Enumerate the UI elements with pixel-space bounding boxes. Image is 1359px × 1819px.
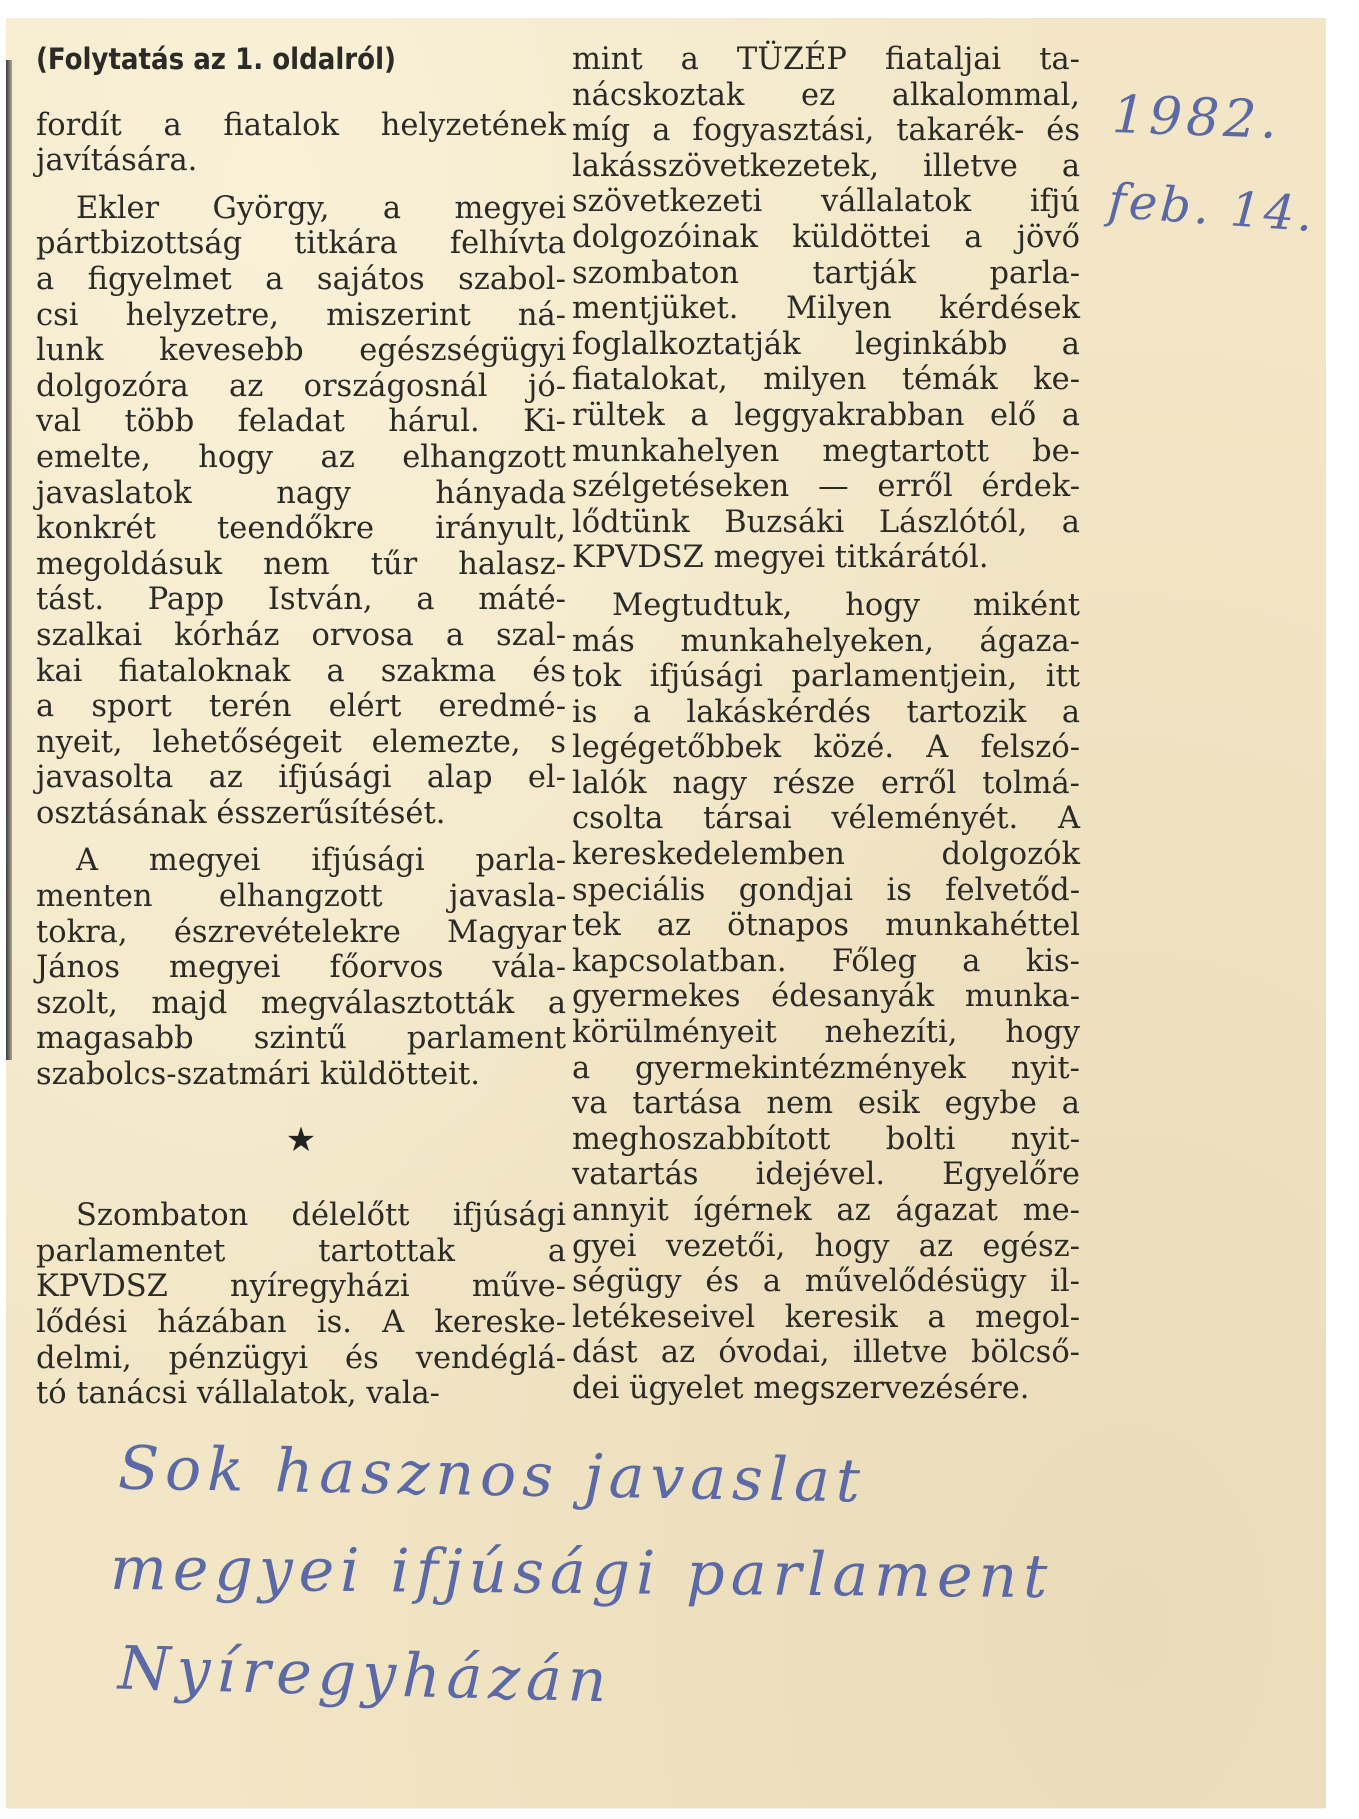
text-line: rültek a leggyakrabban elő a	[572, 397, 1080, 433]
left-paragraphs	[36, 108, 566, 1093]
text-line: mint a TÜZÉP fiataljai ta-	[572, 42, 1080, 77]
text-line: meghoszabbított bolti nyit-	[572, 1121, 1080, 1157]
text-line: kereskedelemben dolgozók	[572, 837, 1080, 873]
text-line: tek az ötnapos munkahéttel	[572, 908, 1080, 944]
column-rule	[6, 60, 12, 1060]
text-line: körülményeit nehezíti, hogy	[572, 1015, 1080, 1051]
text-line: nyeit, lehetőségeit elemezte, s	[36, 724, 566, 760]
text-line: osztásának ésszerűsítését.	[36, 795, 446, 831]
text-line: János megyei főorvos vála-	[36, 950, 566, 986]
article-paragraph	[572, 42, 1080, 576]
text-line: fiatalokat, milyen témák ke-	[572, 362, 1080, 398]
text-line: a gyermekintézmények nyit-	[572, 1050, 1080, 1086]
text-line: Ekler György, a megyei	[76, 190, 566, 226]
handwritten-note-line-3: Nyíregyházán	[117, 1633, 614, 1717]
text-line: nácskoztak ez alkalommal,	[572, 77, 1080, 113]
text-line: foglalkoztatják leginkább a	[572, 326, 1080, 362]
text-line: KPVDSZ megyei titkárától.	[572, 540, 989, 576]
text-line: konkrét teendőkre irányult,	[36, 511, 566, 547]
text-line: val több feladat hárul. Ki-	[36, 404, 566, 440]
text-line: emelte, hogy az elhangzott	[36, 439, 566, 475]
text-line: Megtudtuk, hogy miként	[612, 587, 1080, 623]
text-line: Szombaton délelőtt ifjúsági	[76, 1198, 566, 1234]
text-line: kapcsolatban. Főleg a kis-	[572, 943, 1080, 979]
handwritten-date-day: feb. 14.	[1106, 172, 1318, 244]
text-line: dolgozóra az országosnál jó-	[36, 368, 566, 404]
text-line: lalók nagy része erről tolmá-	[572, 765, 1080, 801]
text-line: míg a fogyasztási, takarék- és	[572, 113, 1080, 149]
article-paragraph	[36, 191, 566, 832]
paragraph-gap	[572, 576, 1080, 588]
text-line: letékeseivel keresik a megol-	[572, 1299, 1080, 1335]
text-line: annyit ígérnek az ágazat me-	[572, 1193, 1080, 1228]
text-line: javasolta az ifjúsági alap el-	[36, 760, 566, 796]
text-line: pártbizottság titkára felhívta	[36, 226, 566, 262]
text-line: lődtünk Buzsáki Lászlótól, a	[572, 504, 1080, 540]
text-line: mentjüket. Milyen kérdések	[572, 291, 1080, 327]
text-line: lunk kevesebb egészségügyi	[36, 333, 566, 369]
handwritten-note-line-1: Sok hasznos javaslat	[117, 1433, 867, 1517]
text-line: csolta társai véleményét. A	[572, 801, 1080, 837]
text-line: kai fiataloknak a szakma és	[36, 653, 566, 689]
text-line: szélgetéseken — erről érdek-	[572, 469, 1080, 505]
article-paragraph	[572, 588, 1080, 1407]
text-line: A megyei ifjúsági parla-	[76, 843, 566, 879]
text-line: tást. Papp István, a máté-	[36, 582, 566, 618]
text-line: a sport terén elért eredmé-	[36, 689, 566, 725]
article-paragraph	[36, 108, 566, 179]
text-line: javaslatok nagy hányada	[36, 475, 566, 511]
text-line: lakásszövetkezetek, illetve a	[572, 148, 1080, 184]
text-line: csi helyzetre, miszerint ná-	[36, 297, 566, 333]
article-paragraph	[36, 843, 566, 1092]
paragraph-gap	[36, 831, 566, 843]
text-line: ségügy és a művelődésügy il-	[572, 1264, 1080, 1300]
text-line: szövetkezeti vállalatok ifjú	[572, 184, 1080, 220]
text-line: va tartása nem esik egybe a	[572, 1086, 1080, 1122]
text-line: fordít a fiatalok helyzetének	[36, 107, 566, 143]
article-right-column	[572, 42, 1080, 1407]
text-line: a figyelmet a sajátos szabol-	[36, 261, 566, 297]
continued-from-label: (Folytatás az 1. oldalról)	[36, 42, 396, 76]
text-line: is a lakáskérdés tartozik a	[572, 694, 1080, 730]
article-left-column	[36, 42, 566, 1412]
text-line: gyermekes édesanyák munka-	[572, 979, 1080, 1015]
article-paragraph	[36, 1198, 566, 1412]
text-line: szalkai kórház orvosa a szal-	[36, 617, 566, 653]
right-paragraphs	[572, 42, 1080, 1407]
text-line: tokra, észrevételekre Magyar	[36, 914, 566, 950]
text-line: parlamentet tartottak a	[36, 1233, 566, 1269]
text-line: tó tanácsi vállalatok, vala-	[36, 1376, 440, 1412]
text-line: szabolcs-szatmári küldötteit.	[36, 1057, 480, 1093]
text-line: megoldásuk nem tűr halasz-	[36, 546, 566, 582]
handwritten-note-line-2: megyei ifjúsági parlament	[109, 1533, 1054, 1613]
left-after-separator	[36, 1198, 566, 1412]
text-line: javítására.	[36, 143, 198, 179]
text-line: munkahelyen megtartott be-	[572, 433, 1080, 469]
text-line: vatartás idejével. Egyelőre	[572, 1157, 1080, 1193]
text-line: szombaton tartják parla-	[572, 255, 1080, 291]
text-line: menten elhangzott javasla-	[36, 879, 566, 915]
text-line: más munkahelyeken, ágaza-	[572, 623, 1080, 659]
text-line: lődési házában is. A kereske-	[36, 1305, 566, 1340]
text-line: tok ifjúsági parlamentjein, itt	[572, 659, 1080, 695]
text-line: magasabb szintű parlament	[36, 1021, 566, 1057]
paragraph-gap	[36, 179, 566, 191]
text-line: gyei vezetői, hogy az egész-	[572, 1228, 1080, 1264]
text-line: szolt, majd megválasztották a	[36, 985, 566, 1021]
text-line: dást az óvodai, illetve bölcső-	[572, 1335, 1080, 1371]
text-line: delmi, pénzügyi és vendéglá-	[36, 1340, 566, 1376]
star-separator: ★	[285, 1119, 317, 1160]
text-line: dei ügyelet megszervezésére.	[572, 1370, 1030, 1406]
handwritten-date-year: 1982.	[1111, 85, 1282, 151]
text-line: legégetőbbek közé. A felszó-	[572, 730, 1080, 766]
page-margin	[1326, 0, 1359, 1819]
text-line: KPVDSZ nyíregyházi műve-	[36, 1269, 566, 1305]
text-line: speciális gondjai is felvetőd-	[572, 872, 1080, 908]
text-line: dolgozóinak küldöttei a jövő	[572, 219, 1080, 255]
